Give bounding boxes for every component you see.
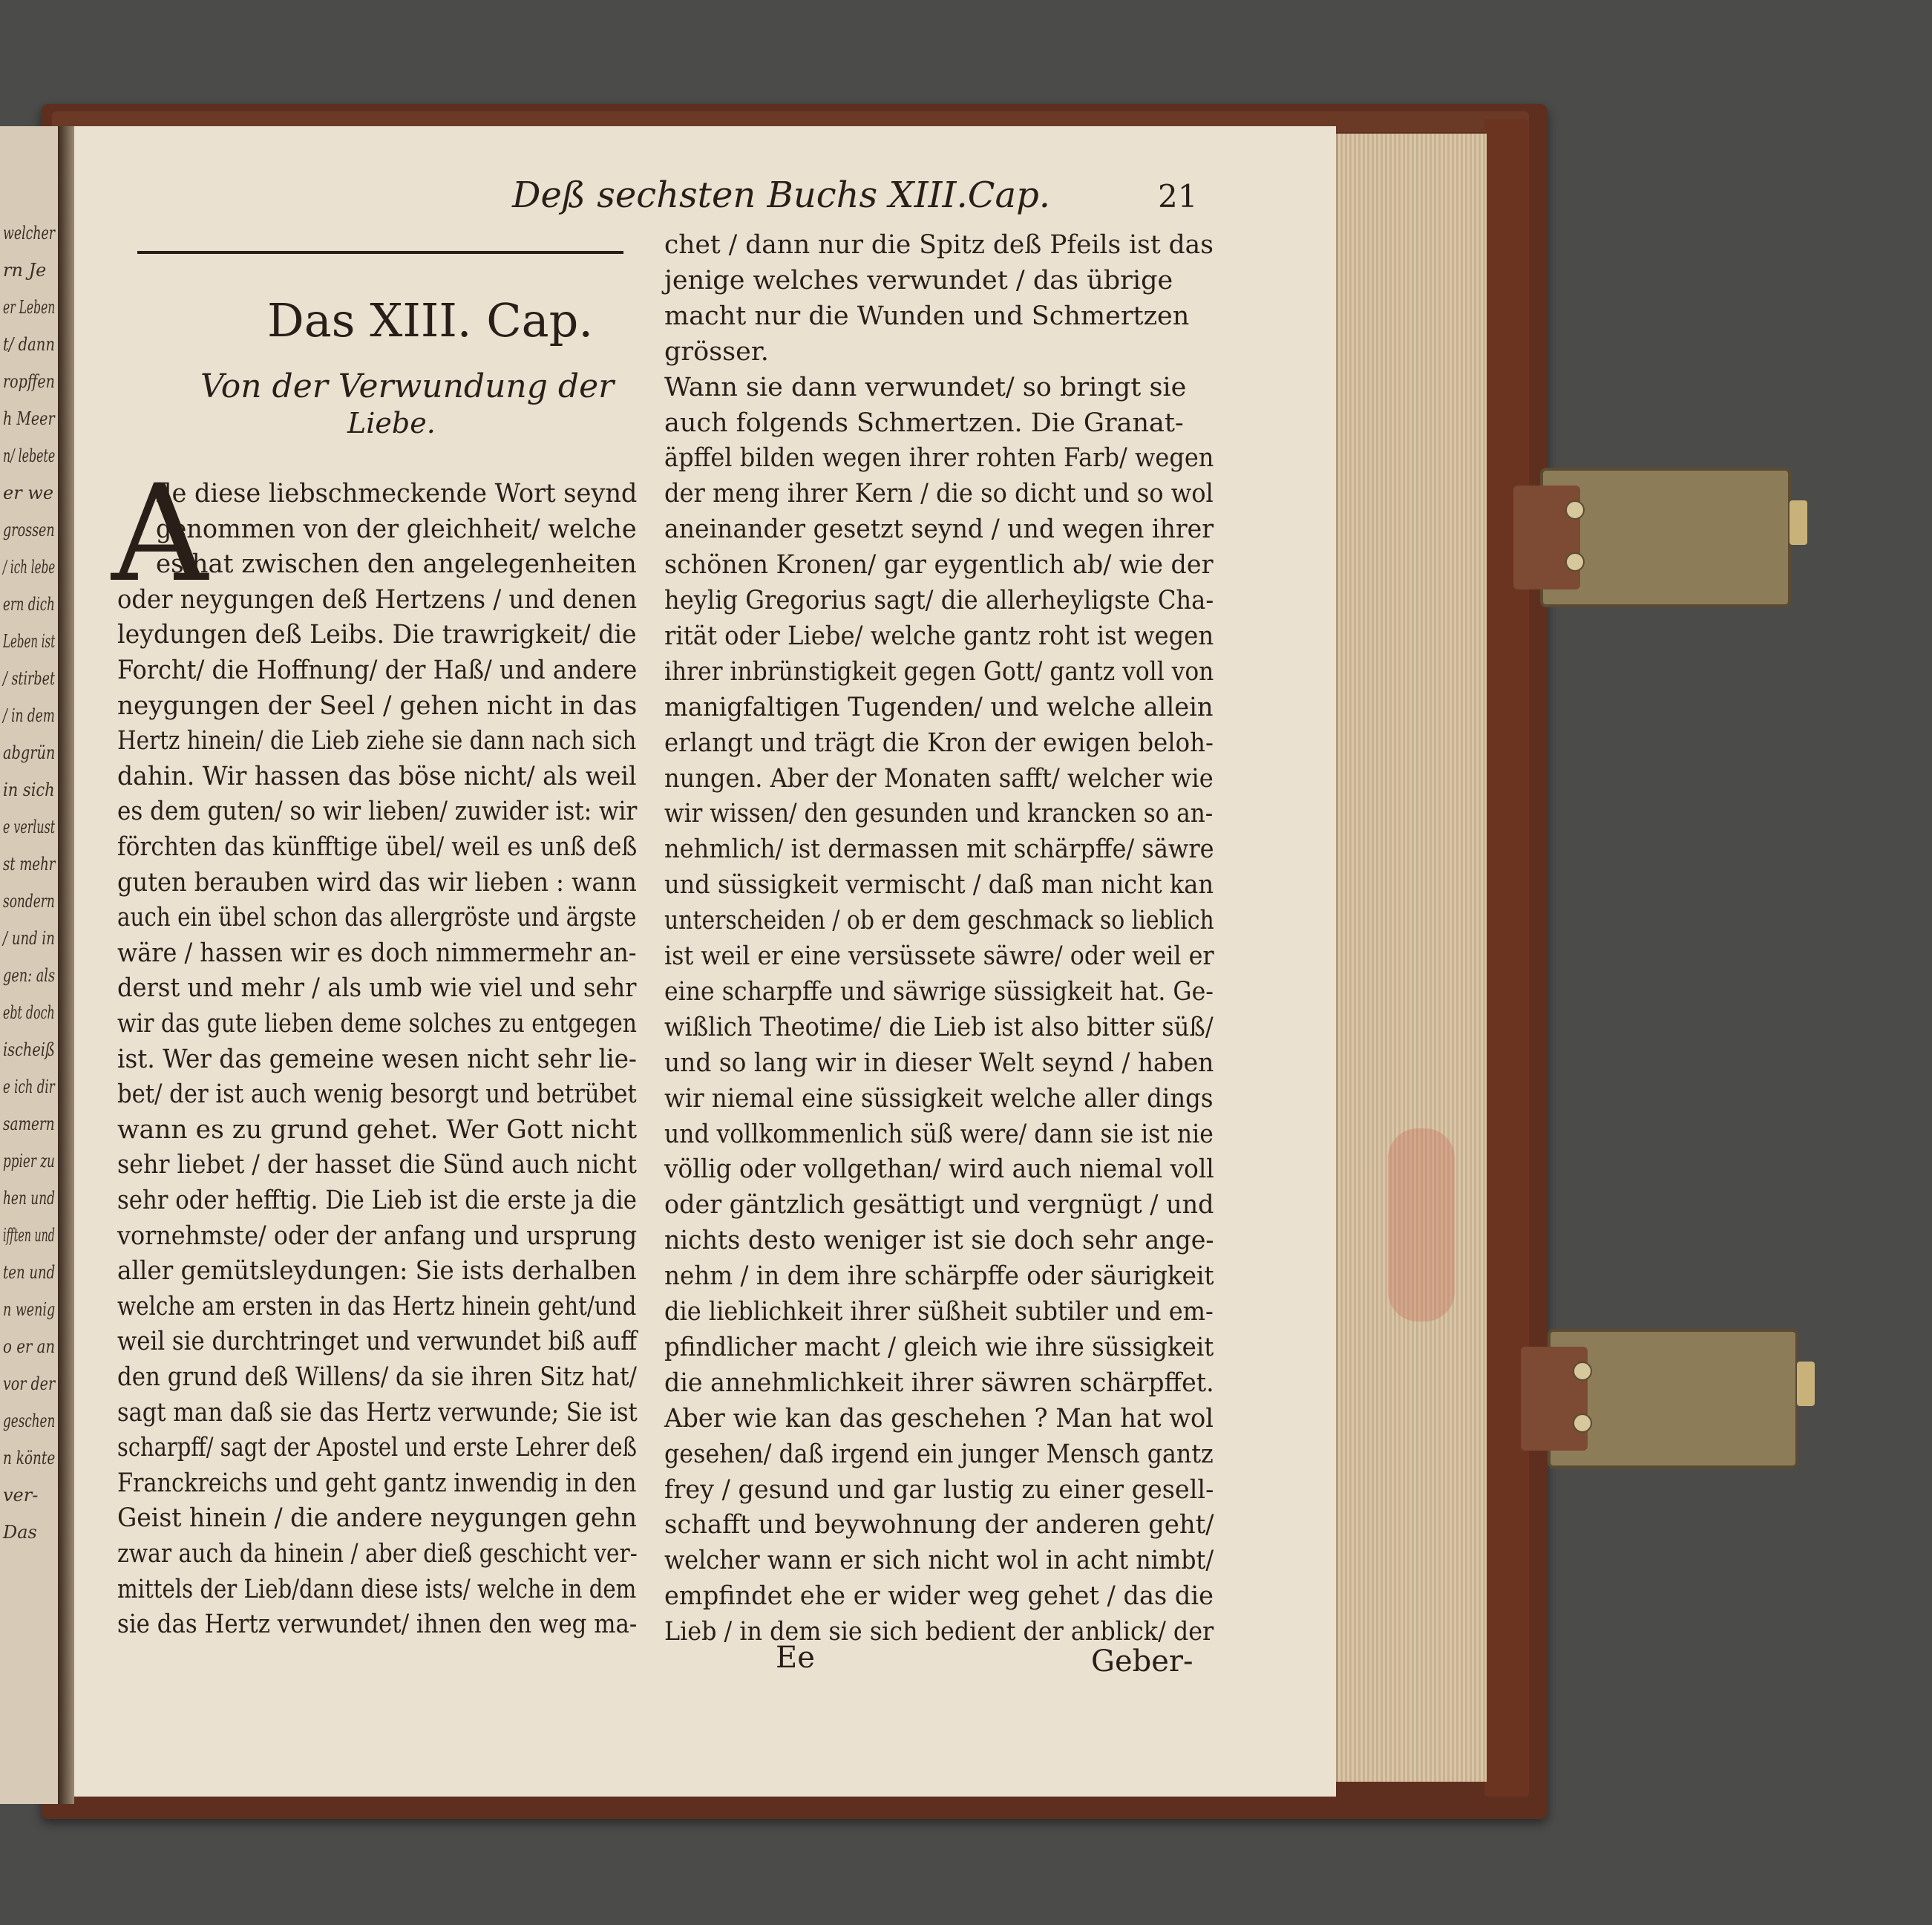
left-page-text: gen: als <box>3 965 56 986</box>
text-line: vornehmste/ oder der anfang und ursprung <box>117 1220 638 1251</box>
text-line: frey / gesund und gar lustig zu einer gesell- <box>664 1474 1214 1505</box>
text-line: weil sie durchtringet und verwundet biß auff <box>117 1327 638 1357</box>
text-line: rität oder Liebe/ welche gantz roht ist wegen <box>664 621 1214 651</box>
text-line: neygungen der Seel / gehen nicht in das <box>117 690 638 721</box>
text-line: guten berauben wird das wir lieben : wann <box>117 867 637 898</box>
text-line: bet/ der ist auch wenig besorgt und betrübet <box>117 1079 637 1110</box>
text-line: ihrer inbrünstigkeit gegen Gott/ gantz voll von <box>664 656 1214 687</box>
clasp-tip <box>1789 500 1807 545</box>
text-line: welche am ersten in das Hertz hinein geht/und <box>117 1291 637 1321</box>
chapter-subtitle-2: Liebe. <box>347 407 436 439</box>
left-page-text: er Leben <box>3 297 56 318</box>
text-line: oder neygungen deß Hertzens / und denen <box>117 584 638 615</box>
left-page-text: / in dem <box>3 705 55 726</box>
text-line: gesehen/ daß irgend ein junger Mensch gantz <box>664 1439 1214 1469</box>
left-page-text: / stirbet <box>3 668 56 689</box>
text-line: chet / dann nur die Spitz deß Pfeils ist das <box>664 230 1214 260</box>
left-page-text: Das <box>3 1522 37 1543</box>
right-column <box>664 230 1228 1670</box>
text-line: wäre / hassen wir es doch nimmermehr an- <box>117 938 637 968</box>
left-page-text: ebt doch <box>3 1002 55 1023</box>
text-line: nichts desto weniger ist sie doch sehr ange- <box>664 1226 1214 1256</box>
text-line: völlig oder vollgethan/ wird auch niemal voll <box>664 1154 1214 1185</box>
text-line: wir wissen/ den gesunden und krancken so an- <box>664 799 1214 829</box>
rivet-icon <box>1565 500 1585 520</box>
left-page-text: ver- <box>3 1485 39 1506</box>
text-line: aneinander gesetzt seynd / und wegen ihrer <box>664 514 1214 545</box>
text-line: die lieblichkeit ihrer süßheit subtiler und em- <box>664 1297 1214 1327</box>
text-line: zwar auch da hinein / aber dieß geschicht ver- <box>117 1539 638 1569</box>
drop-cap: A <box>111 457 208 612</box>
text-line: derst und mehr / als umb wie viel und sehr <box>117 973 637 1004</box>
left-page-text: ppier zu <box>3 1151 55 1171</box>
text-line: leydungen deß Leibs. Die trawrigkeit/ die <box>117 620 637 650</box>
chapter-title: Das XIII. Cap. <box>267 293 594 347</box>
left-page-text: ischeiß <box>3 1039 55 1060</box>
text-line: nehmlich/ ist dermassen mit schärpffe/ säwre <box>664 834 1214 865</box>
text-line: sehr liebet / der hasset die Sünd auch nicht <box>117 1150 637 1180</box>
text-line: Franckreichs und geht gantz inwendig in den <box>117 1468 637 1498</box>
text-line: wann es zu grund gehet. Wer Gott nicht <box>117 1114 638 1145</box>
gutter <box>58 126 74 1804</box>
page-block-edge <box>1336 134 1487 1782</box>
text-line: nungen. Aber der Monaten safft/ welcher wie <box>664 763 1214 794</box>
text-line: auch folgends Schmertzen. Die Granat- <box>664 408 1184 438</box>
text-line: pfindlicher macht / gleich wie ihre süssigkeit <box>664 1332 1214 1362</box>
left-page-text: in sich <box>3 780 55 800</box>
left-page-text: ropffen <box>3 371 55 392</box>
left-page-text: o er an <box>3 1336 56 1357</box>
left-page-text: samern <box>3 1114 55 1134</box>
text-line: Wann sie dann verwundet/ so bringt sie <box>664 372 1187 402</box>
left-page-text: Leben ist <box>3 631 56 652</box>
text-line: Lieb / in dem sie sich bedient der anblick/ der <box>664 1617 1214 1647</box>
text-line: scharpff/ sagt der Apostel und erste Lehrer deß <box>117 1433 637 1463</box>
left-page-text: ifften und <box>3 1225 55 1246</box>
text-line: Geist hinein / die andere neygungen gehn <box>117 1503 637 1534</box>
clasp-bottom <box>1548 1329 1798 1468</box>
left-page-text: n könte <box>3 1448 56 1468</box>
red-stain <box>1388 1128 1455 1321</box>
text-line: schönen Kronen/ gar eygentlich ab/ wie der <box>664 550 1214 581</box>
text-line: Forcht/ die Hoffnung/ der Haß/ und andere <box>117 656 638 685</box>
left-page-text: vor der <box>3 1373 56 1394</box>
text-line: lle diese liebschmeckende Wort seynd <box>156 479 638 509</box>
text-line: wir niemal eine süssigkeit welche aller dings <box>664 1083 1214 1114</box>
left-page-text: welcher <box>3 223 56 244</box>
text-line: förchten das künfftige übel/ weil es unß deß <box>117 832 638 862</box>
text-line: ist. Wer das gemeine wesen nicht sehr lie- <box>117 1044 637 1074</box>
text-line: und so lang wir in dieser Welt seynd / haben <box>664 1048 1214 1078</box>
text-line: macht nur die Wunden und Schmertzen <box>664 301 1190 331</box>
left-page-text: e ich dir <box>3 1076 55 1097</box>
text-line: schafft und beywohnung der anderen geht/ <box>664 1510 1214 1540</box>
left-column <box>117 479 637 1652</box>
clasp-tip <box>1797 1362 1815 1406</box>
text-line: auch ein übel schon das allergröste und ärgste <box>117 903 637 933</box>
text-line: mittels der Lieb/dann diese ists/ welche in dem <box>117 1574 637 1604</box>
text-line: sehr oder hefftig. Die Lieb ist die erste ja die <box>117 1186 637 1215</box>
text-line: heylig Gregorius sagt/ die allerheyligste Cha- <box>664 586 1214 615</box>
text-line: Aber wie kan das geschehen ? Man hat wol <box>664 1403 1214 1434</box>
text-line: es hat zwischen den angelegenheiten <box>156 549 637 580</box>
left-page-text: grossen <box>3 520 55 540</box>
catchword: Geber- <box>1091 1644 1193 1679</box>
text-line: welcher wann er sich nicht wol in acht nimbt/ <box>664 1546 1214 1576</box>
text-line: wißlich Theotime/ die Lieb ist also bitter süß/ <box>664 1012 1214 1042</box>
text-line: empfindet ehe er wider weg gehet / das die <box>664 1581 1214 1612</box>
chapter-subtitle: Von der Verwundung der <box>200 367 615 405</box>
text-line: erlangt und trägt die Kron der ewigen beloh- <box>664 728 1214 758</box>
text-line: wir das gute lieben deme solches zu entgegen <box>117 1009 637 1039</box>
text-line: grösser. <box>664 336 769 367</box>
left-page-text: t/ dann <box>3 334 55 355</box>
text-line: dahin. Wir hassen das böse nicht/ als weil <box>117 761 637 791</box>
left-page-text: abgrün <box>3 742 56 763</box>
text-line: der meng ihrer Kern / die so dicht und so wol <box>664 479 1214 509</box>
running-header: Deß sechsten Buchs XIII.Cap. <box>512 174 1051 216</box>
left-page-text: h Meer <box>3 408 55 429</box>
rivet-icon <box>1565 552 1585 572</box>
text-line: manigfaltigen Tugenden/ und welche allein <box>664 692 1214 722</box>
rivet-icon <box>1573 1362 1592 1381</box>
left-page-text: rn Je <box>3 260 47 281</box>
text-line: den grund deß Willens/ da sie ihren Sitz hat/ <box>117 1362 637 1392</box>
text-line: ist weil er eine versüssete säwre/ oder weil er <box>664 941 1214 971</box>
cover-right-edge <box>1484 119 1529 1797</box>
left-page-text: sondern <box>3 891 55 912</box>
text-line: äpffel bilden wegen ihrer rohten Farb/ wegen <box>664 443 1214 474</box>
text-line: es dem guten/ so wir lieben/ zuwider ist: wir <box>117 797 638 827</box>
text-line: sie das Hertz verwundet/ ihnen den weg ma- <box>117 1609 638 1640</box>
text-line: nehm / in dem ihre schärpffe oder säurigkeit <box>664 1261 1214 1292</box>
text-line: aller gemütsleydungen: Sie ists derhalben <box>117 1256 637 1287</box>
left-page-text: ten und <box>3 1262 56 1283</box>
text-line: und süssigkeit vermischt / daß man nicht kan <box>664 870 1214 901</box>
text-line: eine scharpffe und säwrige süssigkeit hat. Ge- <box>664 976 1214 1007</box>
left-page-text: hen und <box>3 1188 56 1209</box>
left-page-text: st mehr <box>3 854 56 875</box>
page-number: 21 <box>1158 178 1198 215</box>
text-line: und vollkommenlich süß were/ dann sie ist nie <box>664 1119 1214 1149</box>
text-line: genommen von der gleichheit/ welche <box>156 514 637 544</box>
text-line: oder gäntzlich gesättigt und vergnügt / und <box>664 1190 1214 1220</box>
text-line: sagt man daß sie das Hertz verwunde; Sie ist <box>117 1397 638 1428</box>
left-page-text: e verlust <box>3 817 56 837</box>
text-line: jenige welches verwundet / das übrige <box>664 265 1173 295</box>
left-page-text: n wenig <box>3 1299 56 1320</box>
clasp-top <box>1540 468 1791 607</box>
left-page-text: er we <box>3 483 54 503</box>
left-page-text: n/ lebete <box>3 445 56 466</box>
left-page-fragment <box>0 126 61 1804</box>
header-rule <box>137 251 623 254</box>
text-line: unterscheiden / ob er dem geschmack so lieblich <box>664 906 1214 936</box>
left-page-text: / und in <box>3 928 55 949</box>
text-line: die annehmlichkeit ihrer säwren schärpffet. <box>664 1367 1214 1398</box>
text-line: Hertz hinein/ die Lieb ziehe sie dann nach sich <box>117 726 637 756</box>
signature-mark: Ee <box>776 1641 815 1675</box>
rivet-icon <box>1573 1413 1592 1433</box>
left-page-text: ern dich <box>3 594 55 615</box>
left-page-text: geschen <box>3 1411 56 1431</box>
left-page-text: / ich lebe <box>3 557 56 578</box>
